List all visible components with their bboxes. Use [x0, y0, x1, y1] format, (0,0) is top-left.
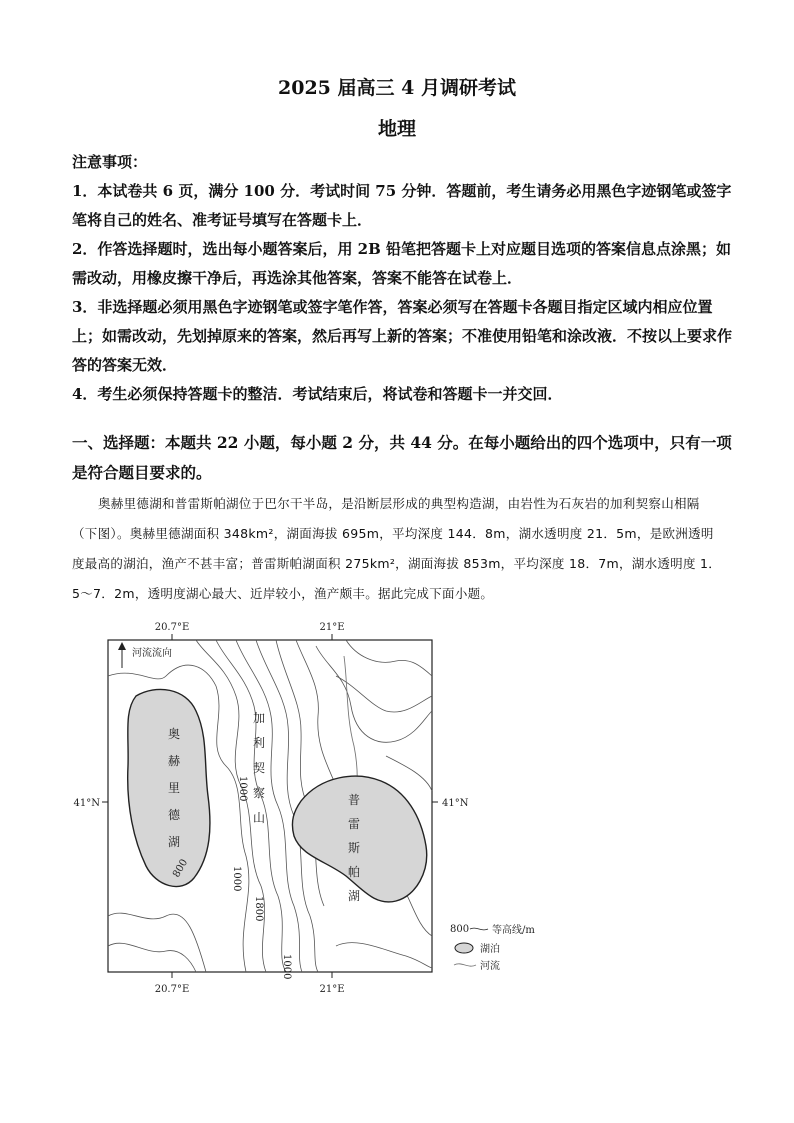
notice-item-4: 4．考生必须保持答题卡的整洁．考试结束后，将试卷和答题卡一并交回．	[72, 385, 563, 403]
vertical-char: 普	[347, 793, 361, 807]
vertical-char: 察	[252, 786, 266, 800]
lon-label-bottom-right: 21°E	[319, 984, 345, 995]
vertical-char: 奥	[167, 727, 181, 741]
notice-heading: 注意事项：	[72, 153, 148, 171]
lon-label-top-right: 21°E	[319, 622, 345, 633]
contour-label-1800: 1800	[253, 896, 264, 922]
vertical-char: 加	[252, 711, 266, 725]
vertical-char: 契	[252, 761, 266, 775]
legend-contour: 等高线/m	[492, 925, 535, 936]
vertical-char: 雷	[347, 817, 361, 831]
vertical-char: 湖	[347, 889, 361, 903]
vertical-char: 利	[252, 736, 266, 750]
notice-item-1: 1．本试卷共 6 页，满分 100 分．考试时间 75 分钟．答题前，考生请务必用黑色字迹钢笔或签字笔将自己的姓名、准考证号填写在答题卡上．	[72, 182, 732, 229]
vertical-char: 里	[167, 781, 181, 795]
legend-contour-value: 800	[450, 924, 470, 935]
contour-label-800: 800	[171, 857, 191, 880]
vertical-char: 德	[167, 808, 181, 822]
legend-river: 河流	[480, 961, 500, 972]
contour-label-1000-a: 1000	[231, 866, 242, 892]
notice-item-2: 2．作答选择题时，选出每小题答案后，用 2B 铅笔把答题卡上对应题目选项的答案信息点涂黑；如需改动，用橡皮擦干净后，再选涂其他答案，答案不能答在试卷上．	[72, 240, 732, 287]
notice-item-3: 3．非选择题必须用黑色字迹钢笔或签字笔作答，答案必须写在答题卡各题目指定区域内相应位置上；如需改动，先划掉原来的答案，然后再写上新的答案；不准使用铅笔和涂改液．不按以上要求作答的答案无效．	[72, 298, 733, 374]
lon-label-top-left: 20.7°E	[154, 622, 190, 633]
notice-block	[72, 148, 732, 409]
flow-label: 河流流向	[132, 648, 172, 659]
subject-title: 地理	[377, 118, 416, 140]
section-heading: 一、选择题：本题共 22 小题，每小题 2 分，共 44 分。在每小题给出的四个选项中，只有一项是符合题目要求的。	[72, 433, 732, 482]
lat-label-right: 41°N	[442, 798, 469, 809]
legend-lake: 湖泊	[480, 944, 500, 955]
exam-title: 2025 届高三 4 月调研考试	[278, 77, 516, 99]
map-legend	[450, 923, 535, 972]
contour-label-1000-b: 1000	[281, 954, 292, 980]
lat-label-left: 41°N	[73, 798, 100, 809]
contour-label-1000-c: 1000	[237, 776, 248, 802]
legend-river-icon	[454, 964, 476, 966]
vertical-char: 山	[252, 811, 266, 825]
vertical-char: 湖	[167, 835, 181, 849]
lake-map-figure	[73, 616, 536, 1008]
lon-label-bottom-left: 20.7°E	[154, 984, 190, 995]
vertical-char: 斯	[347, 841, 361, 855]
reading-passage: 奥赫里德湖和普雷斯帕湖位于巴尔干半岛，是沿断层形成的典型构造湖，由岩性为石灰岩的加利契察山相隔（下图）。奥赫里德湖面积 348km²，湖面海拔 695m，平均深度 144．8m，湖水透明度 21．5m，是欧洲透明度最高的湖泊，渔产不甚丰富；普雷斯帕湖面积 275km²，湖面海拔 853m，平均深度 18．7m，湖水透明度 1．5～7．2m，透明度湖心最大、近岸较小，渔产颇丰。据此完成下面小题。	[72, 496, 722, 601]
vertical-char: 帕	[347, 865, 361, 879]
vertical-char: 赫	[167, 754, 181, 768]
legend-lake-icon	[455, 943, 473, 953]
